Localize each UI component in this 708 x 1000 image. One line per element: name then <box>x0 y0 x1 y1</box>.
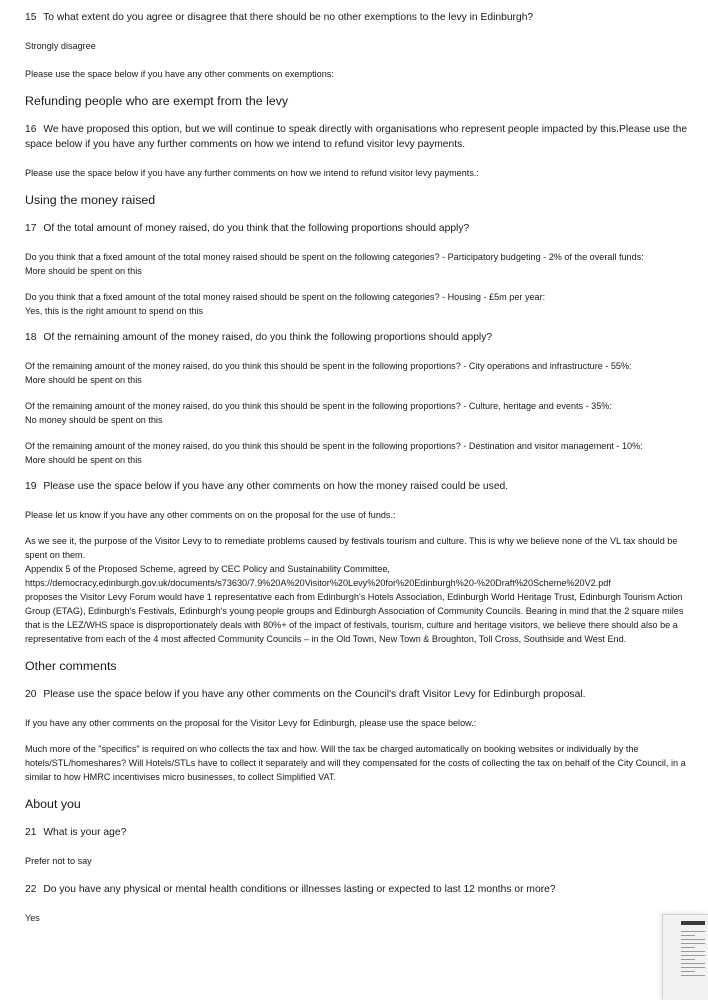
thumbnail-line <box>681 963 705 964</box>
question-number: 18 <box>25 332 37 343</box>
thumbnail-line <box>681 971 695 972</box>
section-heading-other: Other comments <box>25 659 117 673</box>
thumbnail-line <box>681 947 695 948</box>
response-paragraph: Appendix 5 of the Proposed Scheme, agreed by CEC Policy and Sustainability Committee, <box>25 564 390 574</box>
item-prompt: Of the remaining amount of the money raised, do you think this should be spent in the following proportions? - Culture, heritage and events - 35%: <box>25 401 612 411</box>
question-19 <box>25 479 693 494</box>
page-thumbnail[interactable] <box>662 914 708 1000</box>
item-prompt: Of the remaining amount of the money raised, do you think this should be spent in the following proportions? - Destination and visitor management - 10%: <box>25 441 643 451</box>
thumbnail-line <box>681 975 705 976</box>
question-text: We have proposed this option, but we will continue to speak directly with organisations who represent people impacted by this.Please use the space below if you have any further comments on how we intend to refund visitor levy payments. <box>25 124 688 150</box>
question-text: Please use the space below if you have any other comments on how the money raised could be used. <box>43 481 509 492</box>
thumbnail-line <box>681 967 705 968</box>
section-heading-refund: Refunding people who are exempt from the levy <box>25 94 289 108</box>
comment-prompt-15: Please use the space below if you have any other comments on exemptions: <box>25 69 334 79</box>
response-paragraph: Much more of the "specifics" is required on who collects the tax and how. Will the tax be charged automatically on booking websites or individually by the hotels/STL/homeshares? Will Hotels/STLs have to collect it separately and will they compensated for the costs of collecting the tax on behalf of the City Council, in a similar to how HMRC incentivises micro businesses, to collect Simplified VAT. <box>25 744 686 782</box>
question-18 <box>25 330 693 345</box>
question-text: What is your age? <box>43 827 127 838</box>
item-answer: More should be spent on this <box>25 455 142 465</box>
thumbnail-line <box>681 955 705 956</box>
comment-prompt-16: Please use the space below if you have any further comments on how we intend to refund visitor levy payments.: <box>25 168 479 178</box>
question-15 <box>25 10 693 25</box>
thumbnail-header-bar <box>681 921 705 925</box>
question-17 <box>25 221 693 236</box>
response-paragraph: proposes the Visitor Levy Forum would have 1 representative each from Edinburgh's Hotels Association, Edinburgh World Heritage Trust, Edinburgh Tourism Action Group (ETAG), Edinburgh's Festivals, Edinburgh's young people groups and Edinburgh Association of Community Councils. Bearing in mind that the 2 square miles that is the LEZ/WHS space is disproportionately deals with 80%+ of the impact of festivals, tourism, culture and heritage visitors, we believe there should also be a representative from each of the 4 most affected Community Councils – in the Old Town, New Town & Broughton, Toll Cross, Southside and West End. <box>25 592 684 644</box>
comment-prompt-20: If you have any other comments on the proposal for the Visitor Levy for Edinburgh, please use the space below.: <box>25 718 477 728</box>
thumbnail-line <box>681 939 705 940</box>
response-paragraph: As we see it, the purpose of the Visitor Levy to to remediate problems caused by festivals tourism and culture. This is why we believe none of the VL tax should be spent on them. <box>25 536 678 560</box>
question-20 <box>25 687 693 702</box>
section-heading-money: Using the money raised <box>25 193 156 207</box>
answer-22: Yes <box>25 913 40 923</box>
question-text: Please use the space below if you have any other comments on the Council's draft Visitor Levy for Edinburgh proposal. <box>43 689 586 700</box>
item-answer: Yes, this is the right amount to spend on this <box>25 306 204 316</box>
item-answer: No money should be spent on this <box>25 415 163 425</box>
item-answer: More should be spent on this <box>25 266 142 276</box>
thumbnail-line <box>681 935 695 936</box>
question-number: 20 <box>25 689 37 700</box>
answer-15: Strongly disagree <box>25 41 96 51</box>
question-number: 19 <box>25 481 37 492</box>
question-number: 22 <box>25 884 37 895</box>
question-text: Do you have any physical or mental health conditions or illnesses lasting or expected to last 12 months or more? <box>43 884 556 895</box>
question-22 <box>25 882 693 897</box>
item-prompt: Of the remaining amount of the money raised, do you think this should be spent in the following proportions? - City operations and infrastructure - 55%: <box>25 361 632 371</box>
q17-item <box>25 250 693 278</box>
question-text: Of the remaining amount of the money raised, do you think the following proportions should apply? <box>43 332 493 343</box>
q18-item <box>25 439 693 467</box>
section-heading-about: About you <box>25 797 81 811</box>
thumbnail-line <box>681 951 705 952</box>
thumbnail-line <box>681 931 705 932</box>
response-link: https://democracy.edinburgh.gov.uk/documents/s73630/7.9%20A%20Visitor%20Levy%20for%20Edinburgh%20-%20Draft%20Scheme%20V2.pdf <box>25 578 611 588</box>
item-prompt: Do you think that a fixed amount of the total money raised should be spent on the following categories? - Participatory budgeting - 2% of the overall funds: <box>25 252 644 262</box>
question-21 <box>25 825 693 840</box>
thumbnail-line <box>681 959 695 960</box>
question-number: 17 <box>25 223 37 234</box>
question-text: To what extent do you agree or disagree that there should be no other exemptions to the levy in Edinburgh? <box>43 12 534 23</box>
question-16 <box>25 122 693 152</box>
question-number: 15 <box>25 12 37 23</box>
response-20 <box>25 742 693 784</box>
comment-prompt-19: Please let us know if you have any other comments on on the proposal for the use of funds.: <box>25 510 396 520</box>
q18-item <box>25 359 693 387</box>
document-page <box>25 10 693 939</box>
question-number: 16 <box>25 124 37 135</box>
thumbnail-line <box>681 943 705 944</box>
question-number: 21 <box>25 827 37 838</box>
item-answer: More should be spent on this <box>25 375 142 385</box>
answer-21: Prefer not to say <box>25 856 92 866</box>
q18-item <box>25 399 693 427</box>
q17-item <box>25 290 693 318</box>
response-19 <box>25 534 693 646</box>
item-prompt: Do you think that a fixed amount of the total money raised should be spent on the following categories? - Housing - £5m per year: <box>25 292 546 302</box>
question-text: Of the total amount of money raised, do you think that the following proportions should apply? <box>43 223 470 234</box>
